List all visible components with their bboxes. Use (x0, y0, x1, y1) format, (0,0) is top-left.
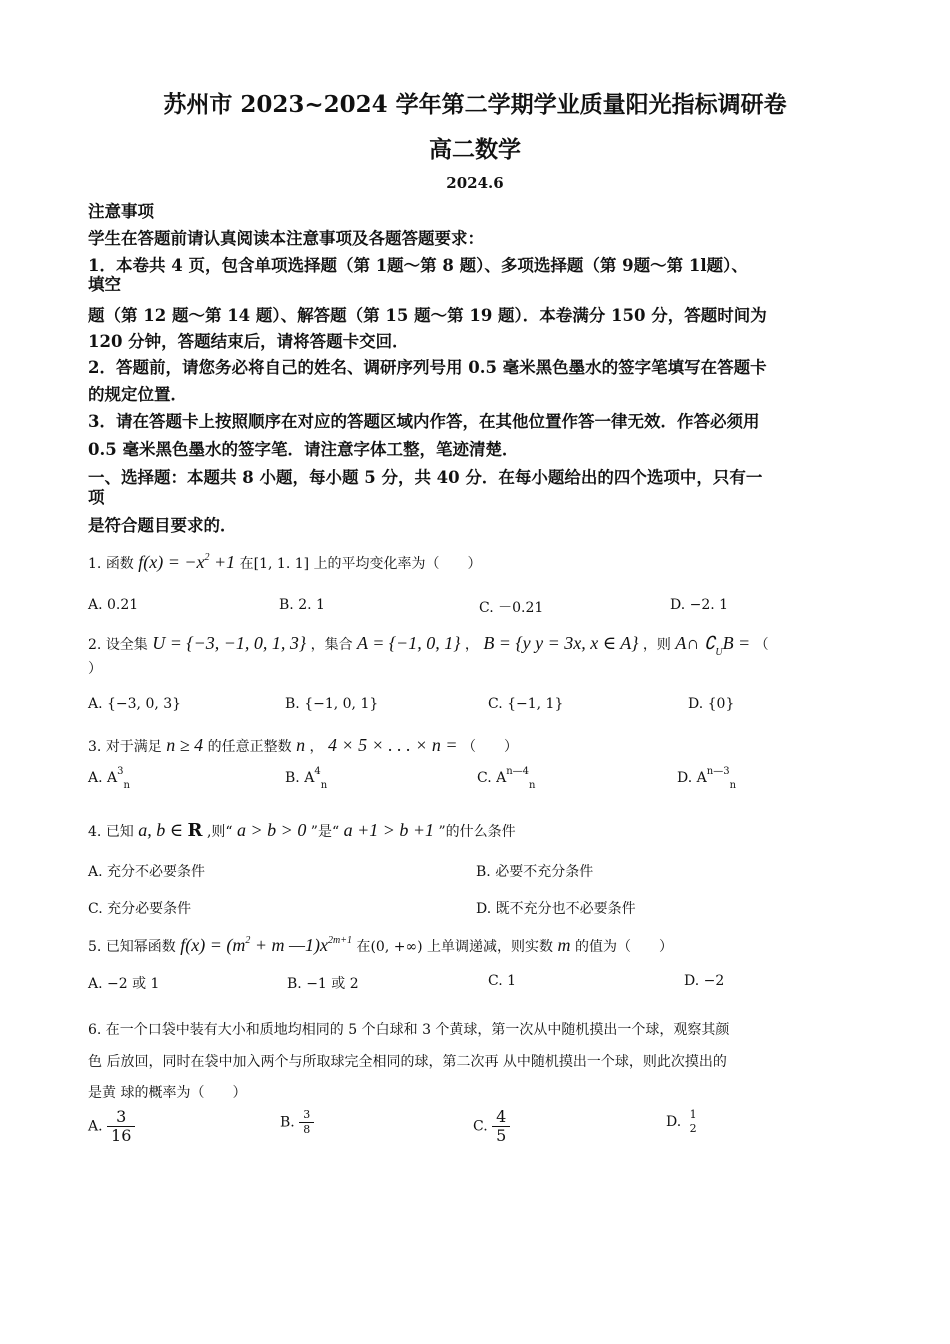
formula: $f(x) = -x^2 +1$ (138, 552, 236, 572)
formula: B = {y y = 3x, x ∈ A} (483, 633, 639, 653)
formula: U = {−3, −1, 0, 1, 3} (152, 633, 307, 653)
section-heading: 是符合题目要求的． (88, 516, 237, 535)
option-c: C. 1 (488, 973, 517, 989)
option-c: C. $\frac{4}{5}$ (473, 1108, 510, 1145)
option-a: A. 充分不必要条件 (88, 864, 206, 880)
question-text: （ ） (462, 739, 519, 755)
question-text: ， (309, 739, 324, 755)
formula: n ≥ 4 (166, 735, 204, 755)
option-c: C. $A^{n—4}_n$ (477, 766, 536, 791)
question-text: 1] (294, 556, 310, 572)
question-4 (88, 820, 516, 841)
option-d: D. {0} (688, 696, 735, 712)
question-6-line: 色 后放回，同时在袋中加入两个与所取球完全相同的球，第二次再 从中随机摸出一个球，则此次摸出的 (88, 1054, 727, 1070)
option-a: A. $\frac{3}{16}$ (88, 1108, 135, 1145)
section-heading: 一、选择题：本题共 8 小题，每小题 5 分，共 40 分．在每小题给出的四个选项中，只有一 (88, 468, 763, 487)
question-number: 5. (88, 939, 102, 955)
option-d: D. 既不充分也不必要条件 (476, 901, 636, 917)
option-d: D. −2. 1 (670, 597, 729, 613)
notes-line: 120 分钟，答题结束后，请将答题卡交回． (88, 332, 409, 351)
question-number: 2. (88, 637, 102, 653)
fraction: $\frac{3}{8}$ (299, 1108, 314, 1137)
option-c: C. {−1, 1} (488, 696, 564, 712)
option-a: A. 0.21 (88, 597, 139, 613)
formula: A = {−1, 0, 1} (357, 633, 461, 653)
exam-title: 苏州市 2023~2024 学年第二学期学业质量阳光指标调研卷 (163, 91, 787, 118)
formula: 4 × 5 × . . . × n = (327, 735, 458, 755)
option-a: A. {−3, 0, 3} (88, 696, 182, 712)
formula: m (557, 935, 571, 955)
option-d: D. −2 (684, 973, 725, 989)
question-number: 3. (88, 739, 102, 755)
option-b: B. $A^4_n$ (285, 766, 328, 791)
notes-intro: 学生在答题前请认真阅读本注意事项及各题答题要求： (88, 229, 484, 248)
formula: a, b ∈ (138, 820, 184, 840)
option-b: B. 2. 1 (279, 597, 325, 613)
question-text: ，则 (642, 637, 671, 653)
question-text: 上的平均变化率为（ ） (313, 556, 482, 572)
question-number: 1. (88, 556, 102, 572)
option-a: A. $A^3_n$ (88, 766, 130, 791)
question-text: ”是“ (310, 824, 340, 840)
option-c: C. 充分必要条件 (88, 901, 192, 917)
formula: n (296, 735, 306, 755)
question-text: （ (754, 637, 769, 653)
question-1 (88, 552, 482, 573)
question-3 (88, 735, 518, 756)
question-text: ） (88, 661, 102, 677)
notes-line: 的规定位置． (88, 385, 187, 404)
notes-line: 题（第 12 题～第 14 题）、解答题（第 15 题～第 19 题）．本卷满分 150 分，答题时间为 (88, 306, 767, 325)
option-d: D. 1 2 (666, 1108, 701, 1136)
formula: R (187, 820, 203, 841)
question-number: 4. (88, 824, 102, 840)
section-heading: 项 (88, 488, 105, 507)
question-text: 的任意正整数 (207, 739, 292, 755)
question-text: 已知 (105, 824, 134, 840)
notes-line: 0.5 毫米黑色墨水的签字笔．请注意字体工整，笔迹清楚． (88, 440, 519, 459)
question-2 (88, 633, 769, 658)
question-text: ， (464, 637, 479, 653)
formula: a > b > 0 (237, 820, 307, 840)
fraction: $\frac{4}{5}$ (492, 1108, 510, 1145)
question-6-line: 是黄 球的概率为（ ） (88, 1085, 247, 1101)
notes-line: 2．答题前，请您务必将自己的姓名、调研序列号用 0.5 毫米黑色墨水的签字笔填写在答题卡 (88, 358, 767, 377)
question-text: ,则“ (206, 824, 233, 840)
fraction: $\frac{3}{16}$ (107, 1108, 135, 1145)
question-text: ，集合 (310, 637, 353, 653)
exam-date: 2024.6 (446, 174, 504, 192)
option-b: B. −1 或 2 (287, 976, 359, 992)
question-text: 的值为（ ） (574, 939, 673, 955)
question-text: 上单调递减，则实数 (427, 939, 554, 955)
fraction: 1 2 (689, 1108, 697, 1135)
question-text: 对于满足 (105, 739, 162, 755)
formula: $f(x) = (m^2 + m$ $—1)x^{2m+1}$ (180, 935, 353, 955)
question-text: 函数 (105, 556, 134, 572)
option-b: B. {−1, 0, 1} (285, 696, 379, 712)
question-text: ”的什么条件 (438, 824, 516, 840)
question-5 (88, 935, 673, 956)
notes-line: 3．请在答题卡上按照顺序在对应的答题区域内作答，在其他位置作答一律无效．作答必须用 (88, 412, 760, 431)
question-text: 在(0, +∞) (356, 939, 423, 955)
notes-line: 填空 (88, 275, 121, 294)
option-b: B. 必要不充分条件 (476, 864, 594, 880)
option-c: C. －0.21 (479, 600, 544, 616)
question-text: 已知幂函数 (105, 939, 176, 955)
question-6: 6. 在一个口袋中装有大小和质地均相同的 5 个白球和 3 个黄球，第一次从中随机摸出一个球，观察其颜 (88, 1022, 730, 1038)
option-d: D. $A^{n—3}_n$ (677, 766, 737, 791)
exam-subject: 高二数学 (429, 136, 521, 163)
option-a: A. −2 或 1 (88, 976, 160, 992)
notes-heading: 注意事项 (88, 202, 154, 221)
question-text: 在[1, 1. (239, 556, 291, 572)
formula: a +1 > b +1 (343, 820, 435, 840)
formula: A∩ $∁_UB$ = (675, 633, 751, 658)
notes-line: 1．本卷共 4 页，包含单项选择题（第 1题～第 8 题）、多项选择题（第 9题～第 1l题）、 (88, 256, 748, 275)
question-text: 设全集 (105, 637, 148, 653)
option-b: B. $\frac{3}{8}$ (280, 1108, 314, 1137)
